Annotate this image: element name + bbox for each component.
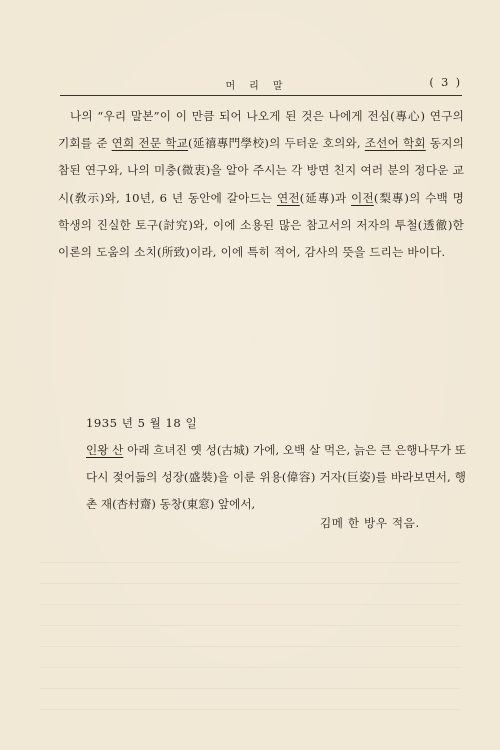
place-paragraph xyxy=(86,437,466,518)
preface-paragraph xyxy=(58,103,464,266)
show-through-texture xyxy=(40,560,460,730)
text-run: 아래 흐녀진 옛 성(古城) 가에, 오백 살 먹은, 늙은 큰 은행나무가 또 다시 젖어듦의 성장(盛裝)을 이룬 위용(偉容) 거자(巨姿)를 바라보면서, 행촌 재(杏村齋) 동창(東窓) 앞에서, xyxy=(86,443,466,511)
institution-name-yonhi: 연희 전문 학교 xyxy=(111,136,189,151)
institution-name-ijon: 이전 xyxy=(351,190,374,205)
text-run: (延禧專門學校)의 두터운 호의와, xyxy=(188,136,365,151)
header-rule xyxy=(60,95,462,96)
author-signature: 김메 한 방우 적음. xyxy=(320,516,420,530)
text-run: 나의 “우리 말본”이 이 만큼 되어 나오게 된 것은 나에게 전심(專心) 연구의 기회를 준 xyxy=(58,109,464,151)
place-name: 인왕 산 xyxy=(86,443,124,457)
header-title: 머리말 xyxy=(225,81,297,92)
date-line: 1935 년 5 월 18 일 xyxy=(86,416,198,430)
text-run: 동지의 참된 연구와, 나의 미충(微衷)을 알아 주시는 각 방면 친지 여러 분의 정다운 교시(敎示)와, 10년, 6 년 동안에 갈아드는 xyxy=(58,136,465,205)
page-number: ( 3 ) xyxy=(429,76,462,89)
page-header xyxy=(60,74,462,94)
institution-name-hakhoe: 조선어 학회 xyxy=(364,136,426,151)
text-run: (梨專)의 수백 명 학생의 진실한 토구(討究)와, 이에 소용된 많은 참고서의 저자의 투철(透徹)한 이론의 도움의 소치(所致)이라, 이에 특히 적어, 감사의 뜻을 드리는 바이다. xyxy=(58,190,464,260)
text-run: (延專)과 xyxy=(299,190,352,205)
paragraph-text xyxy=(58,103,464,266)
institution-name-yonjon: 연전 xyxy=(276,190,300,205)
